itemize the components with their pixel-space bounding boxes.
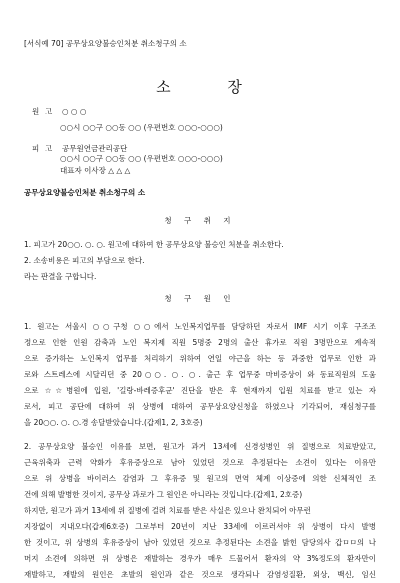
text-line: 지장없이 지내오다(갑제6호증) 그로부터 20년이 지난 33세에 이르러서야 위 상병이 다시 발병 — [24, 522, 376, 531]
reason-paragraph-2 — [24, 439, 376, 503]
claims-list — [24, 237, 284, 285]
claim-heading: 청 구 취 지 — [164, 216, 236, 225]
reasons-body — [24, 307, 376, 583]
text-line: 으로 ☆☆병원에 입원, '길랑-바레증후군' 진단을 받은 후 현재까지 입원 치료를 받고 있는 자 — [24, 386, 376, 395]
text-line: 건에 의해 발병한 것이지, 공무상 과로가 그 원인은 아니라는 것입니다.(갑제1, 2호증) — [24, 490, 303, 499]
case-title: 공무상요양불승인처분 취소청구의 소 — [24, 188, 146, 197]
text-line: 하지만, 원고가 과거 13세에 위 질병에 걸려 치료를 받은 사실은 있으나 완치되어 아무런 — [24, 506, 311, 515]
text-line: 로서, 피고 공단에 대하여 위 상병에 대하여 공무상요양신청을 하였으나 기각되어, 재심청구를 — [24, 402, 376, 411]
text-line: 1. 원고는 서울시 ○○구청 ○○에서 노인복지업무를 담당하던 자로서 IMF 시기 이후 구조조 — [24, 322, 376, 331]
form-tag: [서식예 70] 공무상요양불승인처분 취소청구의 소 — [24, 39, 187, 48]
text-line: 으로 증가하는 노인복지 업무를 처리하기 위하여 연일 야근을 하는 등 과중한 업무로 인한 과 — [24, 354, 376, 363]
claim-item: 1. 피고가 20○○. ○. ○. 원고에 대하여 한 공무상요양 불승인 처분을 취소한다. — [24, 240, 284, 249]
claim-item: 라는 판결을 구합니다. — [24, 272, 97, 281]
reason-paragraph-1 — [24, 319, 376, 431]
text-line: 2. 공무상요양 불승인 이유를 보면, 원고가 과거 13세에 신경성병인 위 질병으로 치료받았고, — [24, 442, 376, 451]
text-line: 을 20○○. ○. ○.경 송달받았습니다.(갑제1, 2, 3호증) — [24, 418, 203, 427]
claim-item: 2. 소송비용은 피고의 부담으로 한다. — [24, 256, 145, 265]
plaintiff-name: ○ ○ ○ — [62, 107, 87, 116]
text-line: 머지 소견에 의하면 위 상병은 재발하는 경우가 매우 드물어서 환자의 약 3%정도의 환자만이 — [24, 554, 376, 563]
text-line: 정으로 인한 인원 감축과 노인 복지제 직원 5명중 2명의 출산 휴가로 직원 3명만으로 계속적 — [24, 338, 376, 347]
defendant-role: 피 고 — [32, 144, 53, 153]
plaintiff-role: 원 고 — [32, 107, 53, 116]
plaintiff-address: ○○시 ○○구 ○○동 ○○ (우편번호 ○○○-○○○) — [60, 123, 223, 132]
defendant-representative: 대표자 이사장 △ △ △ — [60, 166, 131, 175]
text-line: 근육위축과 근력 약화가 후유증상으로 남아 있었던 것으로 추정된다는 소견이 있다는 이유만 — [24, 458, 376, 467]
document-title-char-1: 소 — [156, 78, 173, 96]
reason-paragraph-3 — [24, 503, 376, 583]
text-line: 으로 위 상병을 바이러스 감염과 그 후유증 및 원고의 면역 체계 이상증에 의한 신체적인 조 — [24, 474, 376, 483]
reason-heading: 청 구 원 인 — [164, 294, 236, 303]
defendant-name: 공무원연금관리공단 — [62, 144, 128, 153]
document-title-char-2: 장 — [227, 78, 244, 96]
text-line: 한 것이고, 위 상병의 후유증상이 남아 있었던 것으로 추정된다는 소견을 밝힌 담당의사 갑ㅁㅁ의 나 — [24, 538, 376, 547]
defendant-address: ○○시 ○○구 ○○동 ○○ (우편번호 ○○○-○○○) — [60, 154, 223, 163]
text-line: 로와 스트레스에 시달리던 중 20○○. ○. ○. 출근 후 업무중 마비증상이 와 동료직원의 도움 — [24, 370, 376, 379]
text-line: 재발하고, 재발의 원인은 초발의 원인과 같은 것으로 생각되나 감염성질환, 외상, 백신, 임신 — [24, 570, 376, 579]
document-title — [0, 76, 400, 97]
